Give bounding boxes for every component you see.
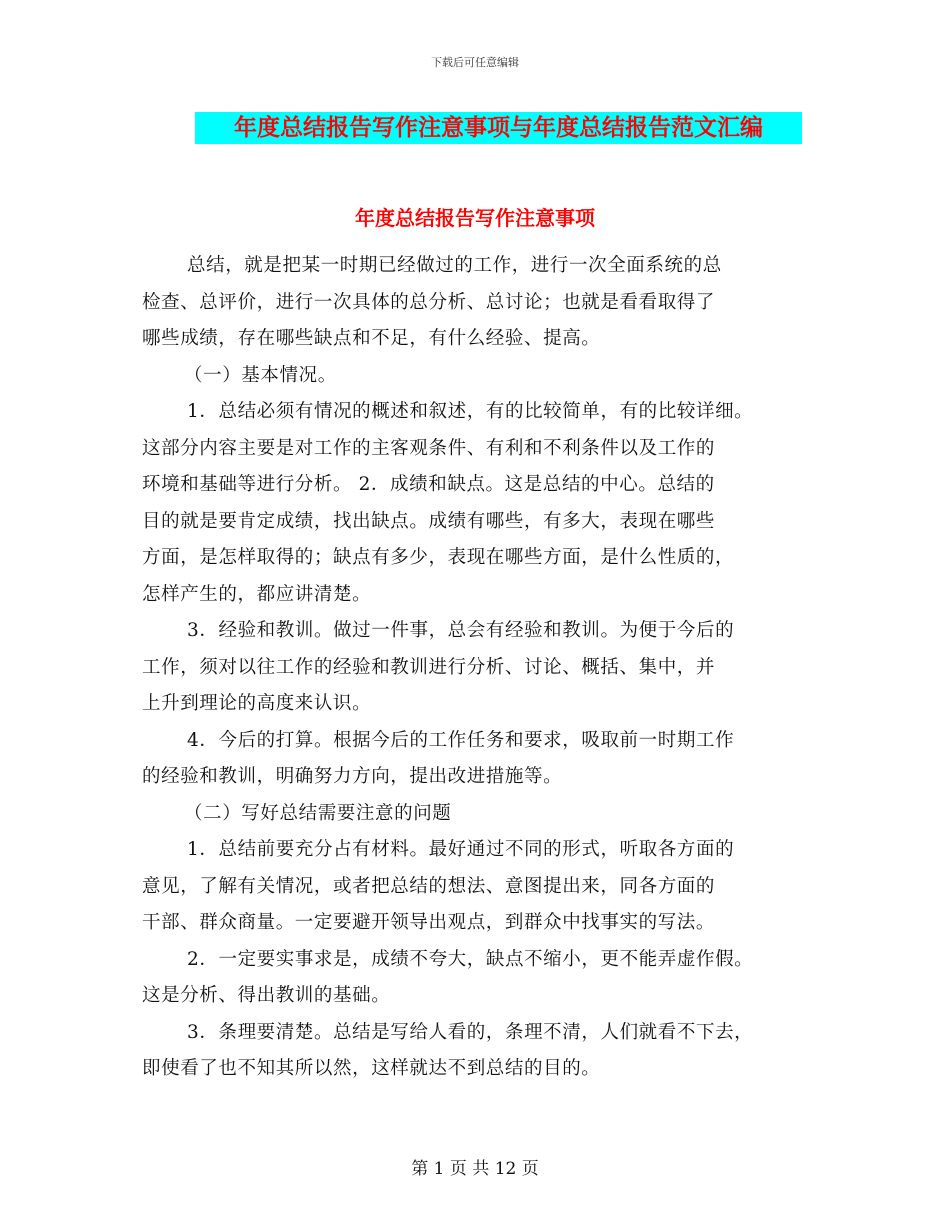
paragraph-line: 上升到理论的高度来认识。 [142, 693, 372, 714]
paragraph-line: 这是分析、得出教训的基础。 [142, 985, 391, 1006]
paragraph-line: 环境和基础等进行分析。 2．成绩和缺点。这是总结的中心。总结的 [142, 474, 715, 495]
paragraph-line: 的经验和教训，明确努力方向，提出改进措施等。 [142, 766, 563, 787]
paragraph-line: 1．总结必须有情况的概述和叙述，有的比较简单，有的比较详细。 [187, 401, 754, 422]
paragraph-line: 即使看了也不知其所以然，这样就达不到总结的目的。 [142, 1058, 601, 1079]
section-title: 年度总结报告写作注意事项 [355, 206, 595, 230]
paragraph-line: 2．一定要实事求是，成绩不夸大，缺点不缩小，更不能弄虚作假。 [187, 948, 754, 970]
paragraph-line: 工作，须对以往工作的经验和教训进行分析、讨论、概括、集中，并 [142, 656, 716, 678]
page-footer: 第 1 页 共 12 页 [411, 1159, 539, 1179]
paragraph-line: 4．今后的打算。根据今后的工作任务和要求，吸取前一时期工作 [187, 729, 735, 751]
subheading-line: （二）写好总结需要注意的问题 [184, 802, 452, 824]
paragraph-line: 3．经验和教训。做过一件事，总会有经验和教训。为便于今后的 [187, 620, 735, 641]
paragraph-line: 1．总结前要充分占有材料。最好通过不同的形式，听取各方面的 [187, 839, 735, 860]
paragraph-line: 方面，是怎样取得的；缺点有多少，表现在哪些方面，是什么性质的， [142, 547, 735, 568]
paragraph-line: 目的就是要肯定成绩，找出缺点。成绩有哪些，有多大，表现在哪些 [142, 510, 716, 532]
paragraph-line: 3．条理要清楚。总结是写给人看的，条理不清，人们就看不下去， [187, 1021, 754, 1043]
paragraph-line: 干部、群众商量。一定要避开领导出观点，到群众中找事实的写法。 [142, 912, 716, 933]
header-note: 下载后可任意编辑 [431, 56, 519, 69]
body-text [142, 248, 842, 1088]
paragraph-line: 意见，了解有关情况，或者把总结的想法、意图提出来，同各方面的 [142, 875, 716, 897]
paragraph-line: 怎样产生的，都应讲清楚。 [142, 583, 372, 605]
main-title: 年度总结报告写作注意事项与年度总结报告范文汇编 [195, 112, 802, 144]
paragraph-line: 哪些成绩，存在哪些缺点和不足，有什么经验、提高。 [142, 328, 601, 349]
paragraph-line: 总结，就是把某一时期已经做过的工作，进行一次全面系统的总 [187, 255, 722, 276]
subheading-line: （一）基本情况。 [184, 364, 337, 386]
paragraph-line: 检查、总评价，进行一次具体的总分析、总讨论；也就是看看取得了 [142, 291, 716, 313]
paragraph-line: 这部分内容主要是对工作的主客观条件、有利和不利条件以及工作的 [142, 437, 716, 459]
